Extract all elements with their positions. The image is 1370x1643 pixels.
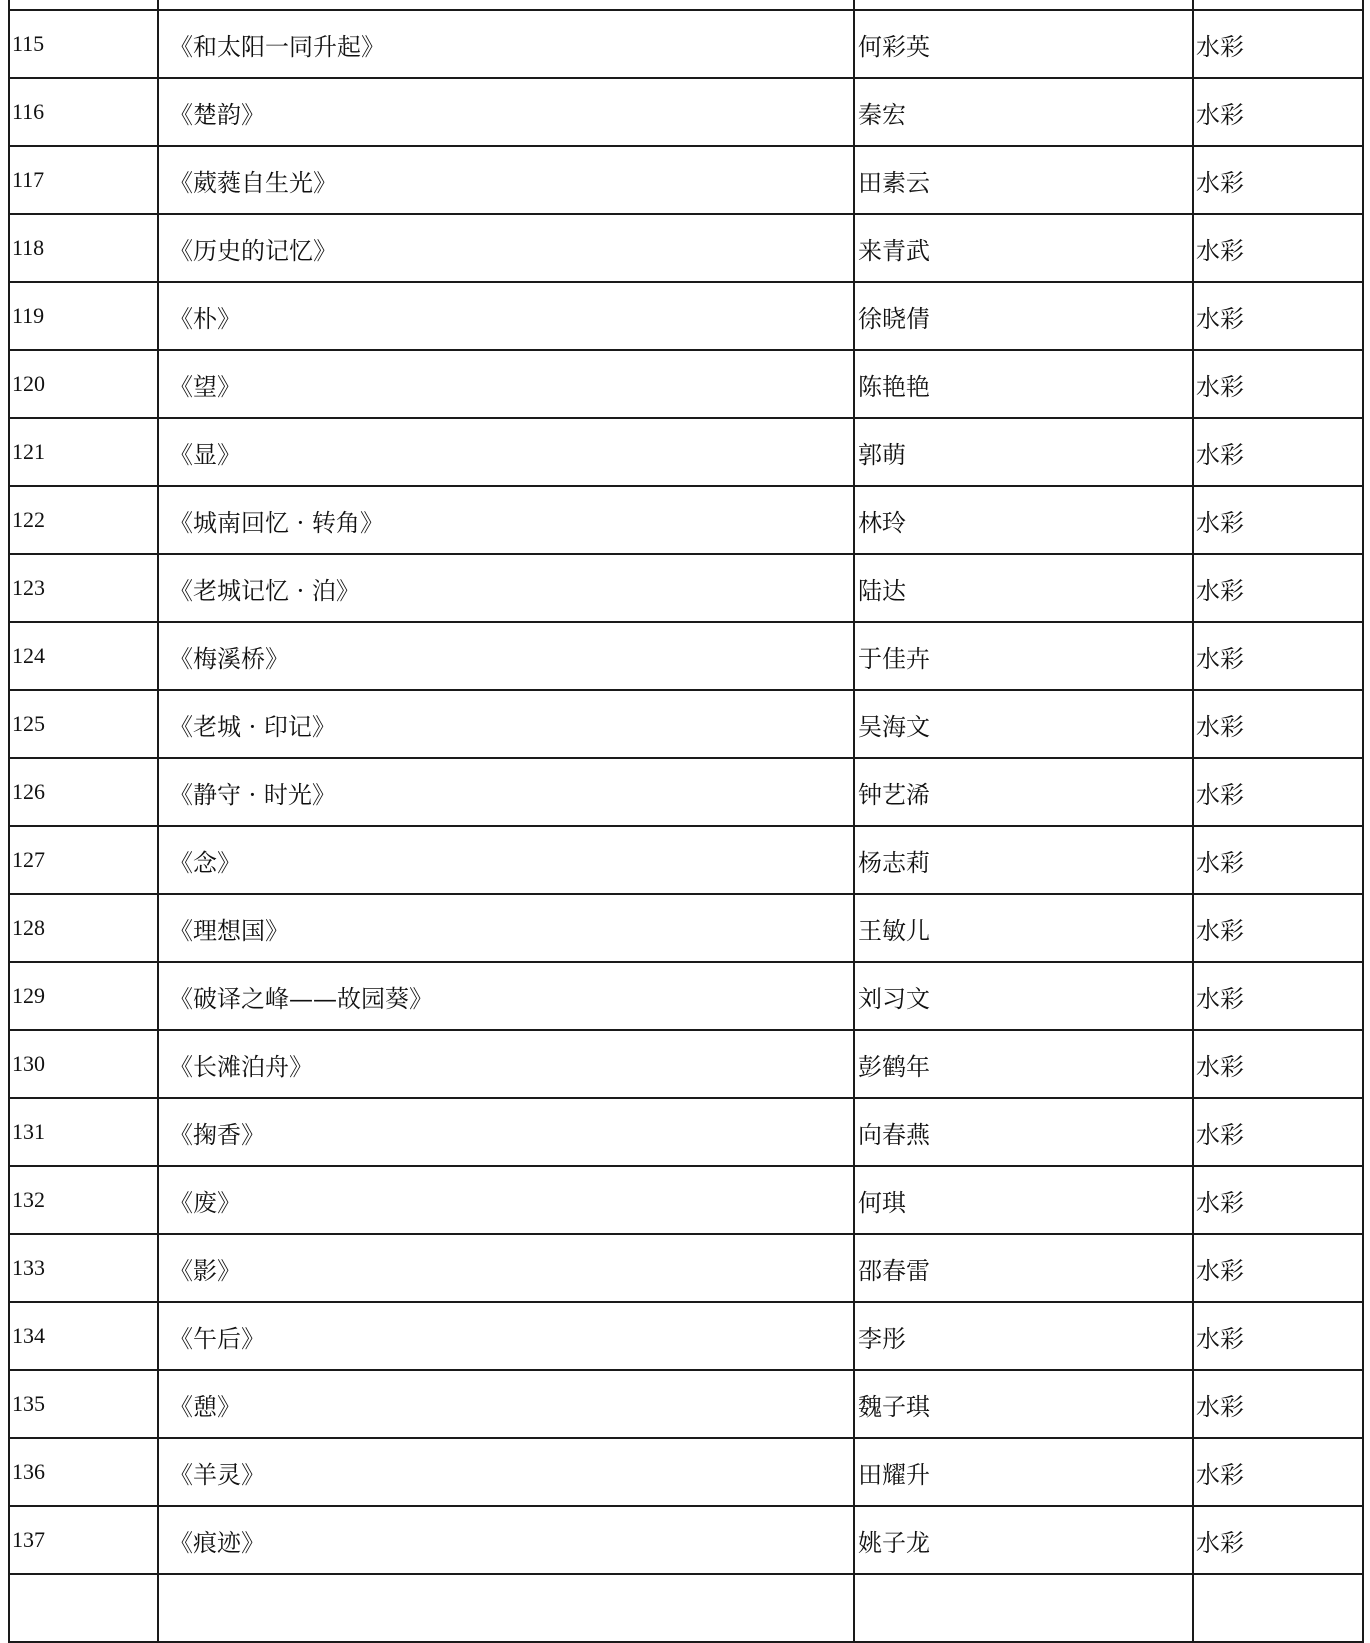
artist-name-cell: 于佳卉: [854, 622, 1193, 690]
table-row: [9, 1438, 1363, 1506]
artwork-title-cell: 《长滩泊舟》: [158, 1030, 854, 1098]
medium-cell: 水彩: [1193, 350, 1363, 418]
entry-number-cell: 132: [9, 1166, 158, 1234]
entry-number-cell: 123: [9, 554, 158, 622]
artist-name-cell: 陈艳艳: [854, 350, 1193, 418]
entry-number-cell: 125: [9, 690, 158, 758]
entry-number-cell: 127: [9, 826, 158, 894]
table-row: [9, 1302, 1363, 1370]
table-row: [9, 1506, 1363, 1574]
artwork-title-cell: 《静守 · 时光》: [158, 758, 854, 826]
artwork-title-cell: 《葳蕤自生光》: [158, 146, 854, 214]
table-row: [9, 214, 1363, 282]
entry-number-cell: 120: [9, 350, 158, 418]
medium-cell: 水彩: [1193, 1506, 1363, 1574]
artwork-title-cell: 《城南回忆 · 转角》: [158, 486, 854, 554]
entry-number-cell: 136: [9, 1438, 158, 1506]
medium-cell: 水彩: [1193, 418, 1363, 486]
artwork-title-cell: 《午后》: [158, 1302, 854, 1370]
entry-number-cell: 128: [9, 894, 158, 962]
table-row: [9, 0, 1363, 10]
artwork-title-cell: 《显》: [158, 418, 854, 486]
artwork-title-cell: 《影》: [158, 1234, 854, 1302]
table-row: [9, 1098, 1363, 1166]
table-row: [9, 1574, 1363, 1642]
artist-name-cell: 徐晓倩: [854, 282, 1193, 350]
artwork-title-cell: [158, 0, 854, 10]
medium-cell: 水彩: [1193, 78, 1363, 146]
artwork-title-cell: 《破译之峰——故园葵》: [158, 962, 854, 1030]
table-row: [9, 962, 1363, 1030]
table-row: [9, 418, 1363, 486]
table-row: [9, 894, 1363, 962]
artwork-title-cell: 《理想国》: [158, 894, 854, 962]
entry-number-cell: 122: [9, 486, 158, 554]
table-row: [9, 1370, 1363, 1438]
entry-number-cell: 135: [9, 1370, 158, 1438]
artwork-title-cell: 《老城记忆 · 泊》: [158, 554, 854, 622]
artist-name-cell: 魏子琪: [854, 1370, 1193, 1438]
medium-cell: 水彩: [1193, 1098, 1363, 1166]
artist-name-cell: 杨志莉: [854, 826, 1193, 894]
table-row: [9, 1166, 1363, 1234]
medium-cell: 水彩: [1193, 554, 1363, 622]
artwork-title-cell: 《老城 · 印记》: [158, 690, 854, 758]
table-row: [9, 758, 1363, 826]
table-row: [9, 10, 1363, 78]
artist-name-cell: 陆达: [854, 554, 1193, 622]
medium-cell: 水彩: [1193, 214, 1363, 282]
entry-number-cell: 115: [9, 10, 158, 78]
artwork-title-cell: 《羊灵》: [158, 1438, 854, 1506]
table-row: [9, 1234, 1363, 1302]
artist-name-cell: 吴海文: [854, 690, 1193, 758]
artist-name-cell: 田素云: [854, 146, 1193, 214]
medium-cell: [1193, 1574, 1363, 1642]
table-row: [9, 486, 1363, 554]
artwork-title-cell: 《和太阳一同升起》: [158, 10, 854, 78]
artwork-title-cell: 《历史的记忆》: [158, 214, 854, 282]
medium-cell: 水彩: [1193, 1234, 1363, 1302]
medium-cell: 水彩: [1193, 1166, 1363, 1234]
artist-name-cell: 彭鹤年: [854, 1030, 1193, 1098]
entry-number-cell: 124: [9, 622, 158, 690]
medium-cell: 水彩: [1193, 1302, 1363, 1370]
artist-name-cell: 何彩英: [854, 10, 1193, 78]
medium-cell: 水彩: [1193, 622, 1363, 690]
artwork-list-table: [8, 0, 1364, 1643]
medium-cell: 水彩: [1193, 758, 1363, 826]
entry-number-cell: [9, 1574, 158, 1642]
artist-name-cell: 来青武: [854, 214, 1193, 282]
artist-name-cell: 秦宏: [854, 78, 1193, 146]
artist-name-cell: 田耀升: [854, 1438, 1193, 1506]
artist-name-cell: 王敏儿: [854, 894, 1193, 962]
table-row: [9, 1030, 1363, 1098]
artwork-title-cell: [158, 1574, 854, 1642]
table-row: [9, 146, 1363, 214]
entry-number-cell: 119: [9, 282, 158, 350]
medium-cell: 水彩: [1193, 894, 1363, 962]
artist-name-cell: 向春燕: [854, 1098, 1193, 1166]
entry-number-cell: 137: [9, 1506, 158, 1574]
artwork-list-table-container: [8, 0, 1362, 1643]
entry-number-cell: 129: [9, 962, 158, 1030]
medium-cell: 水彩: [1193, 826, 1363, 894]
artist-name-cell: 李彤: [854, 1302, 1193, 1370]
table-body: [9, 0, 1363, 1642]
artist-name-cell: 钟艺浠: [854, 758, 1193, 826]
entry-number-cell: 134: [9, 1302, 158, 1370]
medium-cell: [1193, 0, 1363, 10]
table-row: [9, 622, 1363, 690]
artwork-title-cell: 《楚韵》: [158, 78, 854, 146]
entry-number-cell: 130: [9, 1030, 158, 1098]
entry-number-cell: 133: [9, 1234, 158, 1302]
artwork-title-cell: 《梅溪桥》: [158, 622, 854, 690]
artist-name-cell: 何琪: [854, 1166, 1193, 1234]
entry-number-cell: [9, 0, 158, 10]
artist-name-cell: 刘习文: [854, 962, 1193, 1030]
entry-number-cell: 118: [9, 214, 158, 282]
artwork-title-cell: 《朴》: [158, 282, 854, 350]
artist-name-cell: [854, 0, 1193, 10]
table-row: [9, 350, 1363, 418]
entry-number-cell: 121: [9, 418, 158, 486]
medium-cell: 水彩: [1193, 1438, 1363, 1506]
table-row: [9, 282, 1363, 350]
entry-number-cell: 116: [9, 78, 158, 146]
medium-cell: 水彩: [1193, 282, 1363, 350]
artist-name-cell: 姚子龙: [854, 1506, 1193, 1574]
table-row: [9, 554, 1363, 622]
entry-number-cell: 131: [9, 1098, 158, 1166]
table-row: [9, 826, 1363, 894]
medium-cell: 水彩: [1193, 486, 1363, 554]
medium-cell: 水彩: [1193, 146, 1363, 214]
medium-cell: 水彩: [1193, 10, 1363, 78]
entry-number-cell: 126: [9, 758, 158, 826]
artwork-title-cell: 《痕迹》: [158, 1506, 854, 1574]
artist-name-cell: 林玲: [854, 486, 1193, 554]
artwork-title-cell: 《憩》: [158, 1370, 854, 1438]
artist-name-cell: 邵春雷: [854, 1234, 1193, 1302]
table-row: [9, 78, 1363, 146]
artwork-title-cell: 《掬香》: [158, 1098, 854, 1166]
artwork-title-cell: 《废》: [158, 1166, 854, 1234]
entry-number-cell: 117: [9, 146, 158, 214]
medium-cell: 水彩: [1193, 690, 1363, 758]
medium-cell: 水彩: [1193, 962, 1363, 1030]
medium-cell: 水彩: [1193, 1370, 1363, 1438]
artist-name-cell: 郭萌: [854, 418, 1193, 486]
artwork-title-cell: 《念》: [158, 826, 854, 894]
artist-name-cell: [854, 1574, 1193, 1642]
medium-cell: 水彩: [1193, 1030, 1363, 1098]
table-row: [9, 690, 1363, 758]
artwork-title-cell: 《望》: [158, 350, 854, 418]
